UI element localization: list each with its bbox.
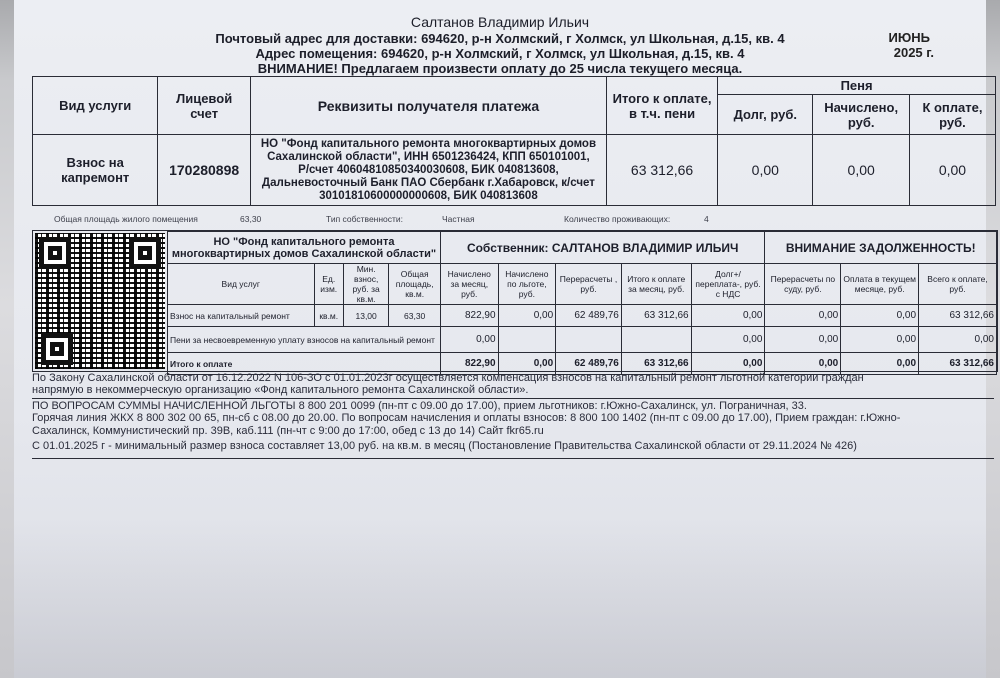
payment-warning: ВНИМАНИЕ! Предлагаем произвести оплату до 25 числа текущего месяца. <box>257 61 743 76</box>
col-service: Вид услуги <box>33 77 158 135</box>
area-label: Общая площадь жилого помещения <box>54 214 198 224</box>
hdr-accrued-month: Начислено за месяц, руб. <box>440 264 498 305</box>
hdr-unit: Ед. изм. <box>314 264 343 305</box>
col-penalty: Пеня <box>718 77 996 95</box>
notes-block <box>32 370 994 459</box>
penalty-accrued: 0,00 <box>813 135 910 206</box>
note-law: По Закону Сахалинской области от 16.12.2022 N 106-ЗО с 01.01.2023г осуществляется компенсация взносов на капитальный ремонт льготной категории граждан <box>32 372 864 384</box>
coupon-owner: Собственник: САЛТАНОВ ВЛАДИМИР ИЛЬИЧ <box>440 232 764 264</box>
total-amount: 63 312,66 <box>606 135 717 206</box>
note-address: Сахалинск, Коммунистический пр. 39В, каб.111 (пн-чт с 9:00 до 17:00, обед с 13 до 14) Сайт fkr65.ru <box>32 425 544 437</box>
note-law-2: напрямую в некоммерческую организацию «Фонд капитального ремонта Сахалинской области». <box>32 384 529 396</box>
hdr-recalc: Перерасчеты , руб. <box>556 264 622 305</box>
delivery-address: Почтовый адрес для доставки: 694620, р-н Холмский, г Холмск, ул Школьная, д.15, кв. 4 <box>215 31 785 46</box>
col-requisites: Реквизиты получателя платежа <box>250 77 606 135</box>
hdr-service: Вид услуг <box>168 264 315 305</box>
ownership-label: Тип собственности: <box>326 214 404 224</box>
service-name: Взнос на капремонт <box>33 135 158 206</box>
total-row: Итого к оплате 822,90 0,00 62 489,76 63 312,66 0,00 0,00 0,00 63 312,66 <box>168 353 997 375</box>
period-month: ИЮНЬ <box>888 30 930 45</box>
period-year: 2025 г. <box>893 45 934 60</box>
table-row: Пени за несвоевременную уплату взносов на капитальный ремонт 0,00 0,00 0,00 0,00 0,00 <box>168 327 997 353</box>
payment-coupon <box>32 230 998 372</box>
payer-name: Салтанов Владимир Ильич <box>410 14 590 30</box>
col-account: Лицевой счет <box>158 77 251 135</box>
account-number: 170280898 <box>158 135 251 206</box>
hdr-area: Общая площадь, кв.м. <box>389 264 441 305</box>
receipt-sheet <box>14 0 994 678</box>
recipient-requisites: НО "Фонд капитального ремонта многоквартирных домов Сахалинской области", ИНН 6501236424, КПП 650101001, Р/счет 40604810850340030608, БИК 040813608, Дальневосточный Банк ПАО Сбербанк г.Хабаровск, к/счет 30101810600000000608, БИК 040813608 <box>250 135 606 206</box>
table-row: Взнос на капитальный ремонт кв.м. 13,00 63,30 822,90 0,00 62 489,76 63 312,66 0,00 0,00 0,00 63 312,66 <box>168 305 997 327</box>
col-debt: Долг, руб. <box>718 95 813 135</box>
hdr-benefit: Начислено по льготе, руб. <box>498 264 556 305</box>
col-to-pay: К оплате, руб. <box>909 95 995 135</box>
hdr-paid-month: Оплата в текущем месяце, руб. <box>841 264 919 305</box>
hdr-total-to-pay: Всего к оплате, руб. <box>919 264 997 305</box>
debt-warning: ВНИМАНИЕ ЗАДОЛЖЕННОСТЬ! <box>765 232 997 264</box>
note-hotline: Горячая линия ЖКХ 8 800 302 00 65, пн-сб с 08.00 до 20.00. По вопросам начисления и оплаты взносов: 8 800 100 1402 (пн-пт с 09.00 до 17.00), Прием граждан: г.Южно- <box>32 412 901 424</box>
hdr-min-fee: Мин. взнос, руб. за кв.м. <box>343 264 388 305</box>
coupon-recipient: НО "Фонд капитального ремонта многоквартирных домов Сахалинской области" <box>168 232 441 264</box>
penalty-debt: 0,00 <box>718 135 813 206</box>
col-total: Итого к оплате, в т.ч. пени <box>606 77 717 135</box>
note-contacts: ПО ВОПРОСАМ СУММЫ НАЧИСЛЕННОЙ ЛЬГОТЫ 8 800 201 0099 (пн-пт с 09.00 до 17.00), прием льготников: г.Южно-Сахалинск, ул. Пограничная, 33. <box>32 398 994 413</box>
note-min-fee: С 01.01.2025 г - минимальный размер взноса составляет 13,00 руб. на кв.м. в месяц (Постановление Правительства Сахалинской области от 29.11.2024 № 426) <box>32 440 857 452</box>
summary-table <box>32 76 996 206</box>
hdr-court-recalc: Перерасчеты по суду, руб. <box>765 264 841 305</box>
hdr-to-pay-month: Итого к оплате за месяц, руб. <box>621 264 691 305</box>
page-shadow <box>14 518 986 678</box>
premises-address: Адрес помещения: 694620, р-н Холмский, г Холмск, ул Школьная, д.15, кв. 4 <box>255 46 745 61</box>
residents-value: 4 <box>704 214 709 224</box>
ownership-value: Частная <box>442 214 475 224</box>
hdr-debt-overpay: Долг+/ переплата-, руб. с НДС <box>691 264 765 305</box>
charges-table <box>167 231 997 375</box>
col-accrued: Начислено, руб. <box>813 95 910 135</box>
penalty-to-pay: 0,00 <box>909 135 995 206</box>
qr-code <box>35 233 165 369</box>
area-value: 63,30 <box>240 214 262 224</box>
residents-label: Количество проживающих: <box>564 214 671 224</box>
